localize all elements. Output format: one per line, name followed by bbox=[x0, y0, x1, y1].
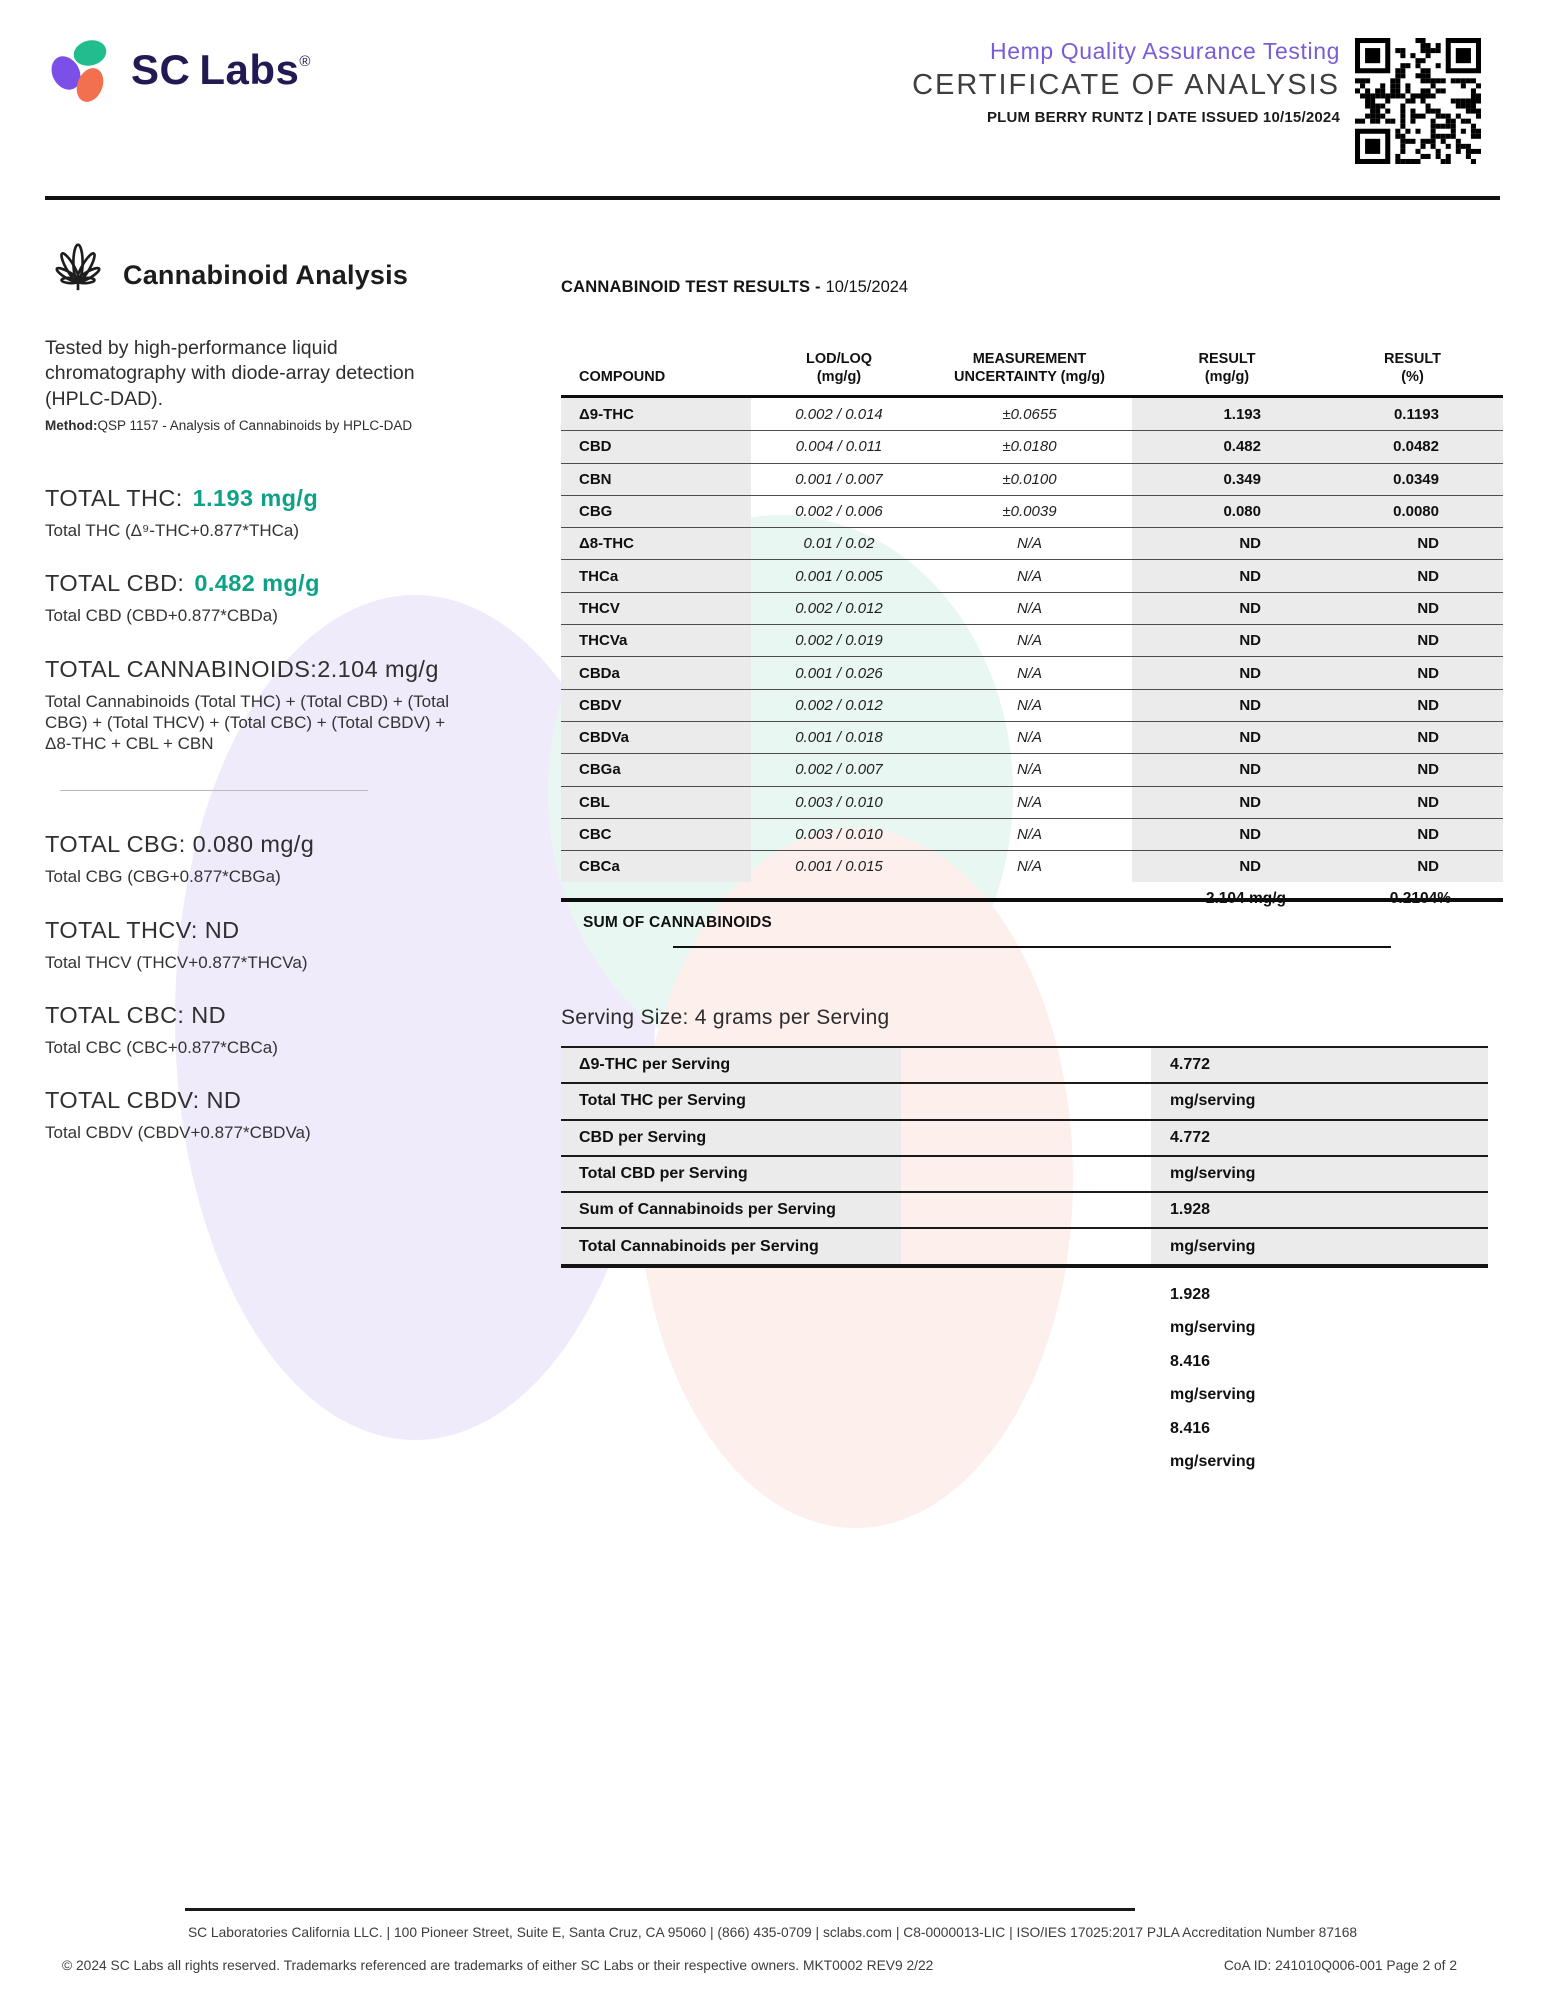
serving-value-cell: 4.772 bbox=[1151, 1119, 1488, 1155]
lod-loq-cell: 0.001 / 0.026 bbox=[751, 656, 927, 688]
result-mg-cell: 0.080 bbox=[1132, 495, 1322, 527]
method-label: Method: bbox=[45, 418, 98, 434]
lod-loq-cell: 0.002 / 0.019 bbox=[751, 624, 927, 656]
result-pct-cell: ND bbox=[1322, 721, 1503, 753]
analysis-summary-panel bbox=[45, 240, 490, 1172]
result-mg-cell: 0.349 bbox=[1132, 463, 1322, 495]
column-header-line1: RESULT bbox=[1198, 350, 1256, 367]
uncertainty-cell: N/A bbox=[927, 689, 1132, 721]
column-header-3 bbox=[1132, 321, 1322, 395]
column-header-line2: UNCERTAINTY (mg/g) bbox=[954, 368, 1105, 385]
qr-code-icon bbox=[1355, 38, 1481, 164]
serving-row bbox=[561, 1119, 1488, 1155]
header-divider bbox=[45, 196, 1500, 200]
column-header-line1: COMPOUND bbox=[579, 368, 666, 385]
result-pct-cell: ND bbox=[1322, 559, 1503, 591]
table-row bbox=[561, 527, 1503, 559]
column-header-line1: RESULT bbox=[1384, 350, 1441, 367]
table-row bbox=[561, 592, 1503, 624]
serving-row bbox=[561, 1046, 1488, 1082]
compound-cell: CBD bbox=[561, 430, 751, 462]
column-header-line2: (%) bbox=[1401, 368, 1424, 385]
total-line bbox=[45, 656, 490, 683]
total-line bbox=[45, 917, 490, 944]
lod-loq-cell: 0.01 / 0.02 bbox=[751, 527, 927, 559]
serving-panel bbox=[561, 1006, 1488, 1268]
result-pct-cell: ND bbox=[1322, 624, 1503, 656]
total-label: TOTAL CANNABINOIDS:2.104 mg/g bbox=[45, 655, 439, 682]
totals-list bbox=[45, 485, 490, 1143]
registered-mark: ® bbox=[299, 53, 311, 70]
uncertainty-cell: ±0.0180 bbox=[927, 430, 1132, 462]
result-mg-cell: ND bbox=[1132, 818, 1322, 850]
table-bottom-border bbox=[561, 898, 1503, 902]
serving-value-cell: mg/serving bbox=[1151, 1155, 1488, 1191]
sc-labs-wordmark bbox=[131, 46, 311, 94]
result-mg-cell: ND bbox=[1132, 721, 1322, 753]
lod-loq-cell: 0.002 / 0.012 bbox=[751, 689, 927, 721]
uncertainty-cell: N/A bbox=[927, 592, 1132, 624]
compound-cell: CBG bbox=[561, 495, 751, 527]
total-formula: Total THCV (THCV+0.877*THCVa) bbox=[45, 952, 308, 972]
result-pct-cell: ND bbox=[1322, 850, 1503, 882]
uncertainty-cell: ±0.0100 bbox=[927, 463, 1132, 495]
total-label: TOTAL CBD: bbox=[45, 570, 185, 597]
compound-cell: CBDVa bbox=[561, 721, 751, 753]
total-label: TOTAL THC: bbox=[45, 485, 183, 512]
method-reference bbox=[45, 418, 490, 433]
overflow-value: 1.928 bbox=[1170, 1286, 1211, 1303]
column-header-line2: (mg/g) bbox=[1204, 368, 1250, 385]
result-pct-cell: ND bbox=[1322, 689, 1503, 721]
total-formula: Total Cannabinoids (Total THC) + (Total CBD) + (Total CBG) + (Total THCV) + (Total CBC) + (Total CBDV) + Δ8-THC + CBL + CBN bbox=[45, 691, 450, 754]
column-header-line2: (mg/g) bbox=[816, 368, 862, 385]
lod-loq-cell: 0.004 / 0.011 bbox=[751, 430, 927, 462]
column-header-2 bbox=[927, 321, 1132, 395]
total-line bbox=[45, 570, 490, 597]
result-mg-cell: ND bbox=[1132, 559, 1322, 591]
sc-labs-logo bbox=[45, 34, 311, 106]
totals-divider bbox=[60, 790, 368, 791]
total-label: TOTAL THCV: ND bbox=[45, 916, 240, 943]
uncertainty-cell: N/A bbox=[927, 527, 1132, 559]
table-row bbox=[561, 689, 1503, 721]
uncertainty-cell: N/A bbox=[927, 721, 1132, 753]
result-pct-cell: ND bbox=[1322, 786, 1503, 818]
result-pct-cell: 0.0080 bbox=[1322, 495, 1503, 527]
column-header-1 bbox=[751, 321, 927, 395]
uncertainty-cell: N/A bbox=[927, 624, 1132, 656]
footer-lab-info: SC Laboratories California LLC. | 100 Pioneer Street, Suite E, Santa Cruz, CA 95060 | (866) 435-0709 | sclabs.com | C8-0000013-LIC | ISO/IES 17025:2017 PJLA Accreditation Number 87168 bbox=[187, 1925, 1358, 1940]
overflow-value: 8.416 bbox=[1170, 1419, 1211, 1437]
table-row bbox=[561, 559, 1503, 591]
serving-label-cell: Sum of Cannabinoids per Serving bbox=[561, 1191, 901, 1227]
table-row bbox=[561, 398, 1503, 430]
column-header-4 bbox=[1322, 321, 1503, 395]
result-mg-cell: ND bbox=[1132, 850, 1322, 882]
total-label: TOTAL CBC: ND bbox=[45, 1001, 227, 1028]
wordmark-labs: Labs bbox=[199, 46, 300, 93]
sum-underline bbox=[673, 946, 1391, 948]
total-line bbox=[45, 1087, 490, 1114]
compound-cell: CBCa bbox=[561, 850, 751, 882]
serving-mid-cell bbox=[901, 1119, 1151, 1155]
uncertainty-cell: ±0.0039 bbox=[927, 495, 1132, 527]
table-row bbox=[561, 721, 1503, 753]
serving-label-cell: Total Cannabinoids per Serving bbox=[561, 1227, 901, 1263]
result-mg-cell: ND bbox=[1132, 656, 1322, 688]
compound-cell: Δ9-THC bbox=[561, 398, 751, 430]
result-pct-cell: 0.1193 bbox=[1322, 398, 1503, 430]
result-pct-cell: ND bbox=[1322, 818, 1503, 850]
result-pct-cell: 0.0349 bbox=[1322, 463, 1503, 495]
sum-row bbox=[561, 882, 1503, 960]
program-name: Hemp Quality Assurance Testing bbox=[990, 38, 1340, 64]
results-title-date: 10/15/2024 bbox=[825, 278, 909, 296]
table-row bbox=[561, 463, 1503, 495]
compound-cell: CBL bbox=[561, 786, 751, 818]
overflow-value: mg/serving bbox=[1170, 1453, 1256, 1471]
column-header-line1: LOD/LOQ bbox=[805, 350, 873, 367]
total-block bbox=[45, 1002, 490, 1058]
uncertainty-cell: N/A bbox=[927, 559, 1132, 591]
document-title: CERTIFICATE OF ANALYSIS bbox=[912, 69, 1340, 101]
method-text: QSP 1157 - Analysis of Cannabinoids by HPLC-DAD bbox=[97, 418, 413, 434]
serving-mid-cell bbox=[901, 1082, 1151, 1118]
serving-value-cell: mg/serving bbox=[1151, 1082, 1488, 1118]
total-label: TOTAL CBG: 0.080 mg/g bbox=[45, 831, 315, 858]
serving-value-cell: 4.772 bbox=[1151, 1046, 1488, 1082]
column-header-0 bbox=[561, 321, 751, 395]
compound-cell: Δ8-THC bbox=[561, 527, 751, 559]
table-row bbox=[561, 786, 1503, 818]
compound-cell: CBC bbox=[561, 818, 751, 850]
serving-mid-cell bbox=[901, 1155, 1151, 1191]
lod-loq-cell: 0.001 / 0.005 bbox=[751, 559, 927, 591]
table-row bbox=[561, 656, 1503, 688]
total-formula: Total CBG (CBG+0.877*CBGa) bbox=[45, 867, 281, 887]
uncertainty-cell: N/A bbox=[927, 850, 1132, 882]
total-block bbox=[45, 831, 490, 887]
result-pct-cell: ND bbox=[1322, 753, 1503, 785]
results-table-title bbox=[561, 278, 1503, 297]
footer-coa-id: CoA ID: 241010Q006-001 Page 2 of 2 bbox=[1223, 1958, 1457, 1973]
total-line bbox=[45, 1002, 490, 1029]
results-panel bbox=[561, 278, 1503, 960]
footer-copyright: © 2024 SC Labs all rights reserved. Trademarks referenced are trademarks of either SC Labs or their respective owners. MKT0002 REV9 2/22 bbox=[62, 1958, 934, 1973]
serving-size-heading: Serving Size: 4 grams per Serving bbox=[561, 1006, 890, 1029]
total-formula: Total CBDV (CBDV+0.877*CBDVa) bbox=[45, 1123, 311, 1143]
result-pct-cell: ND bbox=[1322, 656, 1503, 688]
total-block bbox=[45, 656, 490, 755]
total-value: 0.482 mg/g bbox=[194, 570, 320, 597]
sc-labs-logo-icon bbox=[45, 34, 117, 106]
method-description: Tested by high-performance liquid chromatography with diode-array detection (HPLC-DAD). bbox=[45, 337, 415, 410]
section-header bbox=[45, 240, 490, 310]
result-mg-cell: ND bbox=[1132, 786, 1322, 818]
lod-loq-cell: 0.003 / 0.010 bbox=[751, 818, 927, 850]
serving-row bbox=[561, 1191, 1488, 1227]
lod-loq-cell: 0.002 / 0.014 bbox=[795, 405, 883, 423]
serving-label-cell: CBD per Serving bbox=[561, 1119, 901, 1155]
total-line bbox=[45, 485, 490, 512]
serving-mid-cell bbox=[901, 1191, 1151, 1227]
total-block bbox=[45, 917, 490, 973]
serving-overflow-values bbox=[1170, 1278, 1255, 1478]
lod-loq-cell: 0.002 / 0.012 bbox=[751, 592, 927, 624]
sum-result-mg: 2.104 mg/g bbox=[1205, 890, 1286, 908]
table-row bbox=[561, 753, 1503, 785]
compound-cell: CBGa bbox=[561, 753, 751, 785]
footer-meta-row bbox=[62, 1958, 1457, 1973]
serving-value-cell: 1.928 bbox=[1151, 1191, 1488, 1227]
result-mg-cell: ND bbox=[1132, 689, 1322, 721]
serving-mid-cell bbox=[901, 1227, 1151, 1263]
total-formula: Total CBC (CBC+0.877*CBCa) bbox=[45, 1037, 278, 1057]
serving-value-cell: mg/serving bbox=[1151, 1227, 1488, 1263]
lod-loq-cell: 0.001 / 0.018 bbox=[751, 721, 927, 753]
overflow-value: mg/serving bbox=[1170, 1386, 1256, 1404]
results-title-bold: CANNABINOID TEST RESULTS - bbox=[561, 278, 826, 296]
uncertainty-cell: N/A bbox=[927, 786, 1132, 818]
result-pct-cell: ND bbox=[1322, 592, 1503, 624]
serving-row bbox=[561, 1082, 1488, 1118]
table-row bbox=[561, 430, 1503, 462]
sum-result-pct: 0.2104% bbox=[1389, 890, 1451, 908]
uncertainty-cell: N/A bbox=[927, 656, 1132, 688]
result-mg-cell: ND bbox=[1132, 527, 1322, 559]
footer-divider bbox=[185, 1908, 1135, 1911]
table-row bbox=[561, 624, 1503, 656]
result-mg-cell: ND bbox=[1132, 753, 1322, 785]
sum-label: SUM OF CANNABINOIDS bbox=[583, 914, 772, 932]
total-block bbox=[45, 1087, 490, 1143]
serving-row bbox=[561, 1155, 1488, 1191]
result-mg-cell: ND bbox=[1132, 624, 1322, 656]
result-mg-cell: ND bbox=[1132, 592, 1322, 624]
total-value: 1.193 mg/g bbox=[192, 485, 319, 512]
total-block bbox=[45, 570, 490, 626]
lod-loq-cell: 0.002 / 0.006 bbox=[751, 495, 927, 527]
total-formula: Total THC (Δ⁹-THC+0.877*THCa) bbox=[45, 521, 300, 541]
compound-cell: CBN bbox=[561, 463, 751, 495]
serving-row bbox=[561, 1227, 1488, 1263]
serving-label-cell: Total THC per Serving bbox=[561, 1082, 901, 1118]
serving-label-cell: Total CBD per Serving bbox=[561, 1155, 901, 1191]
header-title-block bbox=[640, 38, 1340, 126]
uncertainty-cell: N/A bbox=[927, 818, 1132, 850]
column-header-line1: MEASUREMENT bbox=[972, 350, 1087, 367]
cannabis-leaf-icon bbox=[45, 240, 111, 310]
wordmark-sc: SC bbox=[131, 46, 191, 93]
overflow-value: 8.416 bbox=[1170, 1352, 1211, 1370]
total-label: TOTAL CBDV: ND bbox=[45, 1087, 242, 1114]
total-line bbox=[45, 831, 490, 858]
table-row bbox=[561, 818, 1503, 850]
lod-loq-cell: 0.002 / 0.007 bbox=[751, 753, 927, 785]
section-title: Cannabinoid Analysis bbox=[123, 259, 409, 290]
result-mg-cell: 0.482 bbox=[1132, 430, 1322, 462]
serving-mid-cell bbox=[901, 1046, 1151, 1082]
overflow-value: mg/serving bbox=[1170, 1319, 1256, 1337]
results-rows bbox=[561, 398, 1503, 882]
lod-loq-cell: 0.001 / 0.015 bbox=[751, 850, 927, 882]
sample-name-date: PLUM BERRY RUNTZ | DATE ISSUED 10/15/2024 bbox=[986, 109, 1340, 126]
table-row bbox=[561, 495, 1503, 527]
serving-label-cell: Δ9-THC per Serving bbox=[561, 1046, 901, 1082]
compound-cell: CBDa bbox=[561, 656, 751, 688]
uncertainty-cell: ±0.0655 bbox=[1002, 405, 1057, 423]
result-pct-cell: ND bbox=[1322, 527, 1503, 559]
compound-cell: THCV bbox=[561, 592, 751, 624]
table-row bbox=[561, 850, 1503, 882]
total-formula: Total CBD (CBD+0.877*CBDa) bbox=[45, 606, 278, 626]
lod-loq-cell: 0.003 / 0.010 bbox=[751, 786, 927, 818]
serving-table bbox=[561, 1046, 1488, 1268]
lod-loq-cell: 0.001 / 0.007 bbox=[751, 463, 927, 495]
result-mg-cell: 1.193 bbox=[1132, 398, 1322, 430]
uncertainty-cell: N/A bbox=[927, 753, 1132, 785]
compound-cell: CBDV bbox=[561, 689, 751, 721]
compound-cell: THCVa bbox=[561, 624, 751, 656]
total-block bbox=[45, 485, 490, 541]
compound-cell: THCa bbox=[561, 559, 751, 591]
results-header-row bbox=[561, 321, 1503, 398]
result-pct-cell: 0.0482 bbox=[1322, 430, 1503, 462]
results-table bbox=[561, 321, 1503, 960]
